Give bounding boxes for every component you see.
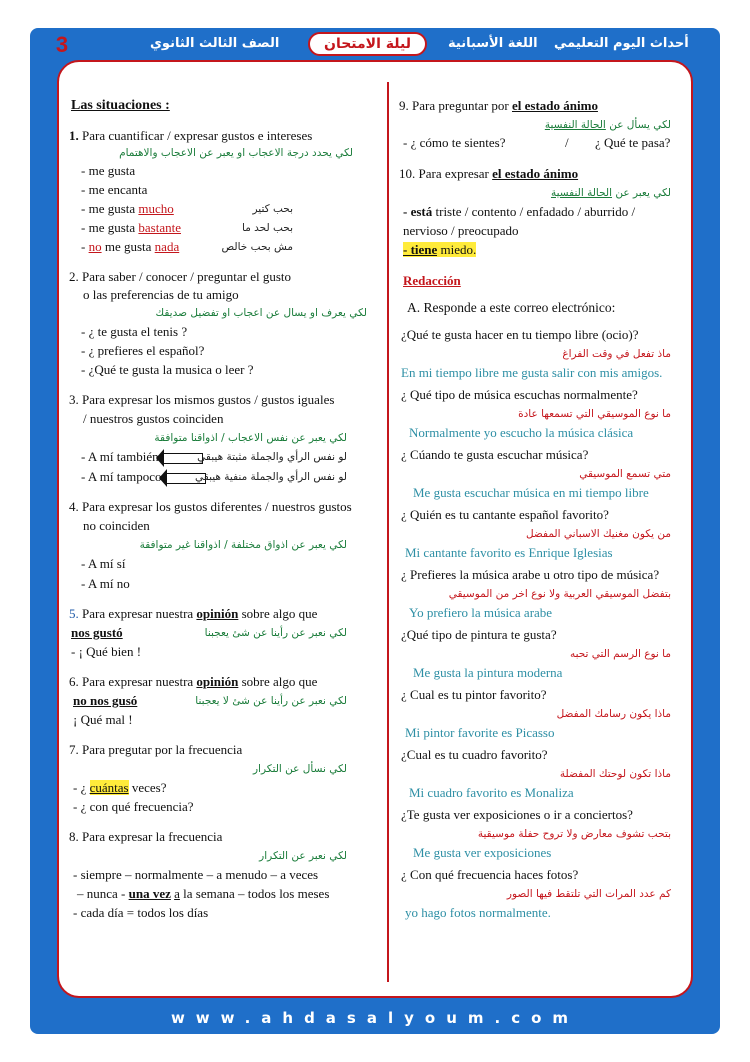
- section-10-arabic: لكي يعبر عن الحالة النفسية: [550, 187, 671, 199]
- section-9-arabic: لكي يسأل عن الحالة النفسية: [544, 119, 671, 131]
- s2-item-3: - ¿Qué te gusta la musica o leer ?: [81, 362, 254, 377]
- newspaper-name: أحداث اليوم التعليمي: [554, 36, 689, 51]
- footer-url: www.ahdasalyoum.com: [170, 1009, 580, 1027]
- s1-item-5-arabic: مش بحب خالص: [221, 241, 293, 253]
- qa-question: ¿ Cúando te gusta escuchar música?: [401, 447, 589, 462]
- situations-title: Las situaciones :: [71, 98, 170, 113]
- qa-arabic-translation: متي تسمع الموسيقي: [579, 468, 671, 480]
- qa-answer: Me gusta escuchar música en mi tiempo libre: [413, 485, 649, 500]
- section-2-title-2: o las preferencias de tu amigo: [83, 287, 239, 302]
- s1-item-1: - me gusta: [81, 163, 136, 178]
- qa-answer: Yo prefiero la música arabe: [409, 605, 553, 620]
- qa-question: ¿Qué tipo de pintura te gusta?: [401, 627, 557, 642]
- s1-item-3-arabic: بحب كتير: [252, 203, 293, 215]
- qa-arabic-translation: كم عدد المرات التي تلتقط فيها الصور: [506, 888, 671, 900]
- section-6-title: 6. Para expresar nuestra opinión sobre algo que: [69, 674, 318, 689]
- section-3-title-2: / nuestros gustos coinciden: [83, 411, 224, 426]
- s4-item-1: - A mí sí: [81, 556, 126, 571]
- section-10-title: 10. Para expresar el estado ánimo: [399, 166, 579, 181]
- exam-night-badge: ليلة الامتحان: [308, 32, 427, 56]
- s2-item-2: - ¿ prefieres el español?: [81, 343, 205, 358]
- s5-item-1: - ¡ Qué bien !: [71, 644, 142, 659]
- s2-item-1: - ¿ te gusta el tenis ?: [81, 324, 188, 339]
- qa-answer: Mi pintor favorite es Picasso: [405, 725, 555, 740]
- section-4-title: 4. Para expresar los gustos diferentes / nuestros gustos: [69, 499, 352, 514]
- s1-item-3: - me gusta mucho: [81, 201, 174, 216]
- s10-item-3: - tiene miedo.: [403, 242, 477, 257]
- s1-item-4: - me gusta bastante: [81, 220, 181, 235]
- redaccion-heading: Redacción: [403, 273, 461, 288]
- qa-arabic-translation: ماذا يكون رسامك المفضل: [556, 708, 671, 720]
- qa-answer: Mi cantante favorito es Enrique Iglesias: [405, 545, 613, 560]
- s8-item-2: – nunca - una vez a la semana – todos los meses: [77, 886, 330, 901]
- section-5-title: 5. Para expresar nuestra opinión sobre algo que: [69, 606, 318, 621]
- section-6-title-2: no nos gusó: [73, 693, 138, 708]
- section-3-arabic: لكي يعبر عن نفس الاعجاب / اذواقنا متوافقة: [154, 432, 347, 444]
- s9-separator: /: [565, 135, 569, 150]
- qa-answer: Normalmente yo escucho la música clásica: [409, 425, 634, 440]
- section-7-arabic: لكي نسأل عن التكرار: [252, 763, 347, 775]
- s6-item-1: ¡ Qué mal !: [73, 712, 133, 727]
- content-area: [57, 60, 693, 998]
- page-header: [30, 28, 720, 60]
- qa-question: ¿Te gusta ver exposiciones o ir a conciertos?: [401, 807, 633, 822]
- grade-label: الصف الثالث الثانوي: [150, 36, 280, 51]
- section-9-title: 9. Para preguntar por el estado ánimo: [399, 98, 598, 113]
- qa-question: ¿Cual es tu cuadro favorito?: [401, 747, 548, 762]
- s9-item-2: ¿ Qué te pasa?: [595, 135, 671, 150]
- s1-item-2: - me encanta: [81, 182, 148, 197]
- section-4-title-2: no coinciden: [83, 518, 150, 533]
- qa-answer: Me gusta ver exposiciones: [413, 845, 552, 860]
- qa-question: ¿ Con qué frecuencia haces fotos?: [401, 867, 579, 882]
- section-2-arabic: لكي يعرف او يسال عن اعجاب او تفضيل صديقك: [155, 307, 367, 319]
- s4-item-2: - A mí no: [81, 576, 130, 591]
- qa-question: ¿ Cual es tu pintor favorito?: [401, 687, 547, 702]
- section-1-arabic: لكي يحدد درجة الاعجاب او يعبر عن الاعجاب والاهتمام: [119, 147, 353, 159]
- section-1-title: 1. Para cuantificar / expresar gustos e intereses: [69, 128, 313, 143]
- s10-item-2: nervioso / preocupado: [403, 223, 519, 238]
- qa-answer: En mi tiempo libre me gusta salir con mis amigos.: [401, 365, 663, 380]
- section-2-title: 2. Para saber / conocer / preguntar el gusto: [69, 269, 292, 284]
- s8-item-3: - cada día = todos los días: [73, 905, 209, 920]
- qa-question: ¿ Qué tipo de música escuchas normalmente?: [401, 387, 638, 402]
- qa-arabic-translation: ماذا تكون لوحتك المفضلة: [559, 768, 671, 780]
- s7-item-1: - ¿ cuántas veces?: [73, 780, 167, 795]
- subject-label: اللغة الأسبانية: [448, 36, 538, 51]
- section-8-arabic: لكي نعبر عن التكرار: [259, 850, 347, 862]
- qa-answer: Mi cuadro favorito es Monaliza: [409, 785, 574, 800]
- section-5-arabic: لكي نعبر عن رأينا عن شئ يعجبنا: [204, 627, 347, 639]
- qa-answer: yo hago fotos normalmente.: [405, 905, 551, 920]
- section-7-title: 7. Para pregutar por la frecuencia: [69, 742, 243, 757]
- qa-question: ¿Qué te gusta hacer en tu tiempo libre (ocio)?: [401, 327, 639, 342]
- task-instruction: A. Responde a este correo electrónico:: [407, 300, 616, 315]
- qa-arabic-translation: ما نوع الموسيقي التي تسمعها عادة: [518, 408, 671, 420]
- qa-arabic-translation: بتحب تشوف معارض ولا تروح حفلة موسيقية: [477, 828, 671, 840]
- qa-question: ¿ Quién es tu cantante español favorito?: [401, 507, 609, 522]
- section-5-title-2: nos gustó: [71, 625, 123, 640]
- s7-item-2: - ¿ con qué frecuencia?: [73, 799, 194, 814]
- s9-item-1: - ¿ cómo te sientes?: [403, 135, 506, 150]
- qa-arabic-translation: بتفضل الموسيقي العربية ولا نوع اخر من الموسيقي: [448, 588, 671, 600]
- s1-item-5: - no me gusta nada: [81, 239, 180, 254]
- s3-item-1: - A mí también: [81, 449, 207, 465]
- section-8-title: 8. Para expresar la frecuencia: [69, 829, 223, 844]
- page-number: 3: [55, 32, 69, 57]
- s10-item-1: - está triste / contento / enfadado / aburrido /: [403, 204, 636, 219]
- column-divider: [387, 82, 389, 982]
- s8-item-1: - siempre – normalmente – a menudo – a veces: [73, 867, 319, 882]
- qa-question: ¿ Prefieres la música arabe u otro tipo de música?: [401, 567, 660, 582]
- qa-arabic-translation: ما نوع الرسم التي تحبه: [569, 648, 671, 660]
- s3-item-2-arabic: لو نفس الرأي والجملة منفية هيبقي: [195, 471, 347, 483]
- section-4-arabic: لكي يعبر عن اذواق مختلفة / اذواقنا غير متوافقة: [139, 539, 347, 551]
- s3-item-2: - A mí tampoco: [81, 469, 210, 485]
- section-6-arabic: لكي نعبر عن رأينا عن شئ لا يعجبنا: [195, 695, 347, 707]
- page-frame: [30, 28, 720, 1034]
- qa-answer: Me gusta la pintura moderna: [413, 665, 563, 680]
- qa-arabic-translation: ماذ تفعل في وقت الفراغ: [562, 348, 671, 360]
- s1-item-4-arabic: بحب لحد ما: [242, 222, 293, 234]
- qa-arabic-translation: من يكون مغنيك الاسباني المفضل: [525, 528, 671, 540]
- section-3-title: 3. Para expresar los mismos gustos / gustos iguales: [69, 392, 335, 407]
- s3-item-1-arabic: لو نفس الرأي والجملة مثبتة هيبقي: [197, 451, 347, 463]
